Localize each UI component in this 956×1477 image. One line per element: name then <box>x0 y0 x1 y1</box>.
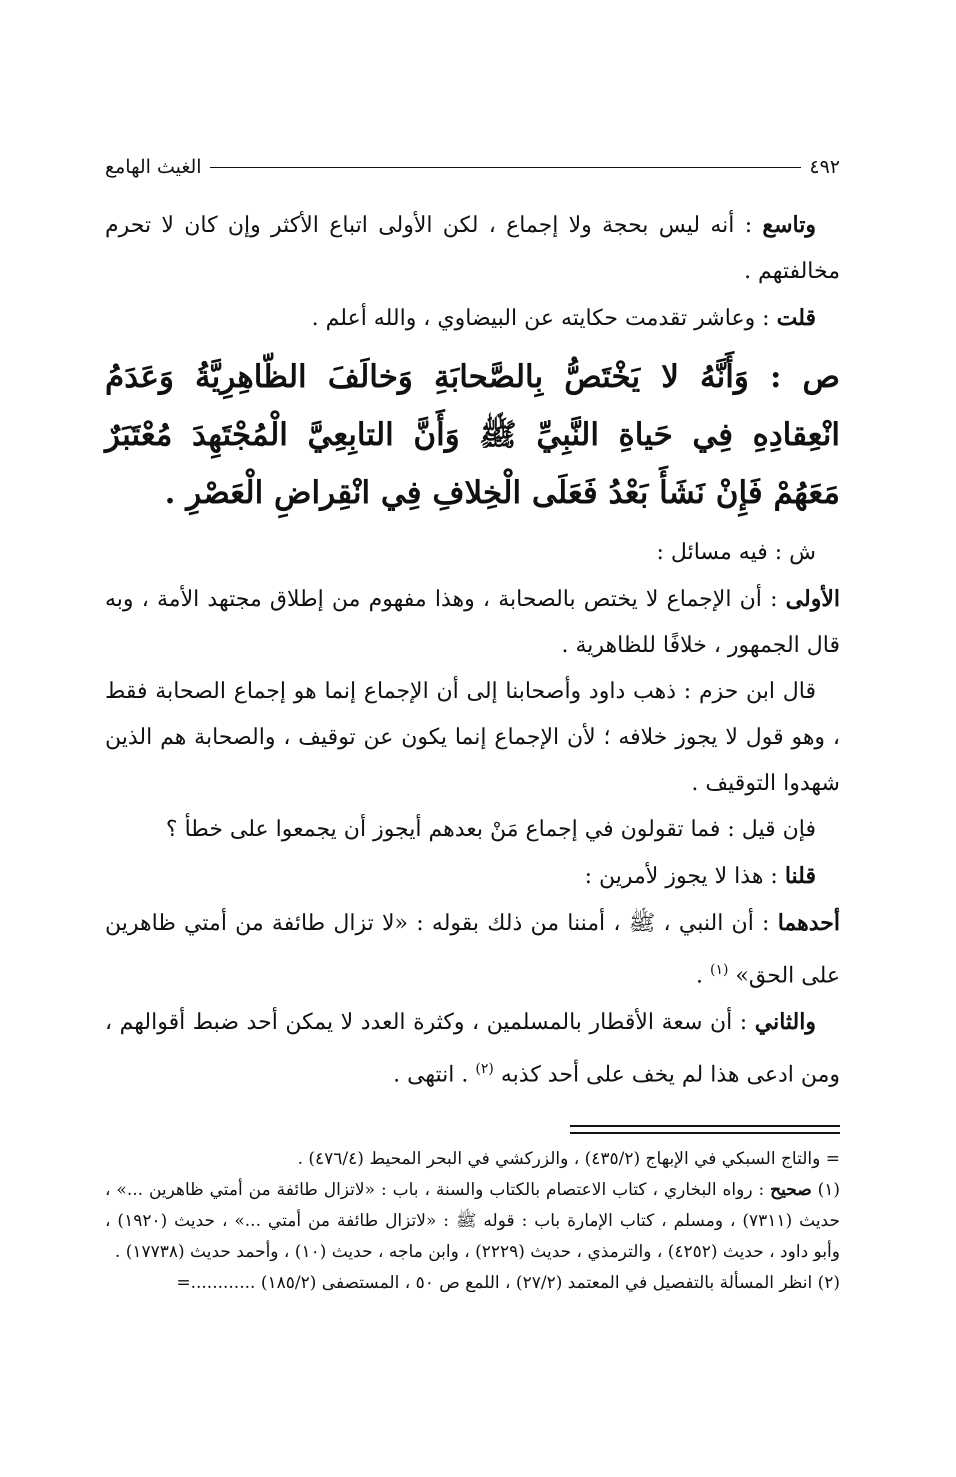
page-number: ٤٩٢ <box>809 156 840 178</box>
paragraph-issues: ش : فيه مسائل : <box>656 540 816 565</box>
header-rule <box>210 167 802 168</box>
book-page <box>105 150 840 1299</box>
paragraph-first <box>105 576 840 669</box>
paragraph-lead: الأولى <box>785 586 840 612</box>
paragraph-text: : أن النبي ، ﷺ ، أمننا من ذلك بقوله : «لا تزال طائفة من أمتي ظاهرين على الحق» <box>105 911 840 989</box>
paragraph-text: : أن سعة الأقطار بالمسلمين ، وكثرة العدد لا يمكن أحد ضبط أقوالهم ، ومن ادعى هذا لم يخف على أحد كذبه <box>105 1010 840 1088</box>
paragraph-end: . <box>695 963 710 989</box>
paragraph-text: : وعاشر تقدمت حكايته عن البيضاوي ، والله أعلم . <box>311 306 777 331</box>
paragraph-lead: وتاسع <box>762 212 816 238</box>
paragraph-tenth <box>105 295 840 342</box>
footnote-2: (٢) انظر المسألة بالتفصيل في المعتمد (٢٧/٢) ، اللمع ص ٥٠ ، المستصفى (١٨٥/٢) ............= <box>176 1272 840 1293</box>
footnote-separator <box>570 1125 840 1134</box>
footnote-ref: (٢) <box>475 1061 494 1078</box>
footnote-1 <box>105 1175 840 1268</box>
paragraph-ibn-hazm: قال ابن حزم : ذهب داود وأصحابنا إلى أن الإجماع إنما هو إجماع الصحابة فقط ، وهو قول لا يجوز خلافه ؛ لأن الإجماع إنما يكون عن توقيف ، والصحابة هم الذين شهدوا التوقيف . <box>105 679 840 796</box>
paragraph-lead: قلت <box>776 305 816 331</box>
paragraph-question: فإن قيل : فما تقولون في إجماع مَنْ بعدهم أيجوز أن يجمعوا على خطأ ؟ <box>165 817 816 842</box>
paragraph-text: : هذا لا يجوز لأمرين : <box>584 864 785 889</box>
paragraph-lead: قلنا <box>784 863 816 889</box>
paragraph-text: : أنه ليس بحجة ولا إجماع ، لكن الأولى اتباع الأكثر وإن كان لا تحرم مخالفتهم . <box>105 213 840 284</box>
footnote-number: (١) <box>811 1179 840 1200</box>
paragraph-end: . انتهى . <box>393 1062 476 1088</box>
paragraph-reason-one <box>105 900 840 999</box>
footnotes <box>105 1144 840 1299</box>
paragraph-answer <box>105 853 840 900</box>
paragraph-reason-two <box>105 999 840 1098</box>
running-head <box>105 150 840 184</box>
paragraph-lead: والثاني <box>754 1009 816 1036</box>
book-title: الغيث الهامع <box>105 156 202 178</box>
footnote-lead: صحيح <box>770 1179 812 1200</box>
footnote-text: : رواه البخاري ، كتاب الاعتصام بالكتاب والسنة ، باب : «لاتزال طائفة من أمتي ظاهرين ...» ، حديث (٧٣١١) ، ومسلم ، كتاب الإمارة باب : قوله ﷺ : «لاتزال طائفة من أمتي ...» ، حديث (١٩٢٠) ، وأبو داود ، حديث (٤٢٥٢) ، والترمذي ، حديث (٢٢٢٩) ، وابن ماجه ، حديث (١٠) ، وأحمد حديث (١٧٧٣٨) . <box>105 1179 840 1262</box>
paragraph-lead: أحدهما <box>777 910 840 936</box>
footnote-ref: (١) <box>709 962 729 978</box>
footnote-continuation: = والتاج السبكي في الإبهاج (٤٣٥/٢) ، والزركشي في البحر المحيط (٤٧٦/٤) . <box>297 1148 840 1169</box>
paragraph-text: : أن الإجماع لا يختص بالصحابة ، وهذا مفهوم من إطلاق مجتهد الأمة ، وبه قال الجمهور ، خلافًا للظاهرية . <box>105 587 840 658</box>
paragraph-ninth <box>105 202 840 295</box>
matn-text: ص : وَأَنَّهُ لا يَخْتَصُّ بِالصَّحابَةِ وَخالَفَ الظّاهِرِيَّةُ وَعَدَمُ انْعِقادِهِ فِي حَياةِ النَّبِيِّ ﷺ وَأَنَّ التابِعِيَّ الْمُجْتَهِدَ مُعْتَبَرٌ مَعَهُمْ فَإِنْ نَشَأَ بَعْدُ فَعَلَى الْخِلافِ فِي انْقِراضِ الْعَصْرِ . <box>105 359 840 511</box>
